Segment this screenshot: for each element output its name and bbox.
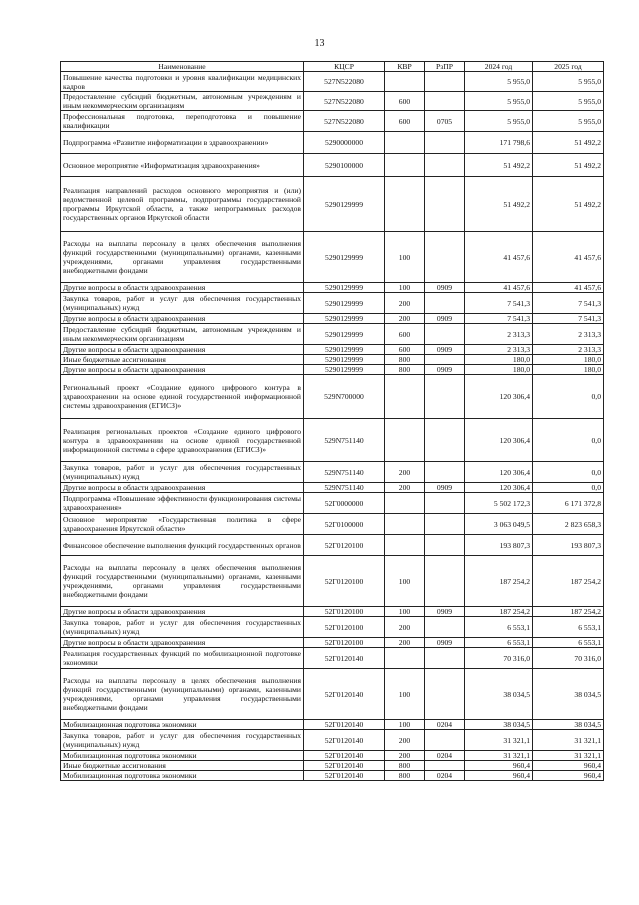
cell-name: Закупка товаров, работ и услуг для обеспечения государственных (муниципальных) нужд <box>61 293 304 314</box>
cell-name: Финансовое обеспечение выполнения функций государственных органов <box>61 535 304 556</box>
table-row <box>61 355 604 365</box>
cell-name: Повышение качества подготовки и уровня квалификации медицинских кадров <box>61 72 304 92</box>
cell-name: Другие вопросы в области здравоохранения <box>61 345 304 355</box>
cell-kvr <box>385 493 425 514</box>
cell-2025: 51 492,2 <box>533 132 604 154</box>
table-row <box>61 462 604 483</box>
table-row <box>61 232 604 283</box>
cell-kvr: 800 <box>385 771 425 781</box>
cell-kcsr: 5290129999 <box>304 293 385 314</box>
cell-2024: 6 553,1 <box>465 638 533 648</box>
cell-name: Другие вопросы в области здравоохранения <box>61 483 304 493</box>
cell-kcsr: 52Г0000000 <box>304 493 385 514</box>
cell-kvr: 100 <box>385 283 425 293</box>
cell-rzpr: 0909 <box>425 483 465 493</box>
cell-kcsr: 5290129999 <box>304 365 385 375</box>
cell-name: Расходы на выплаты персоналу в целях обеспечения выполнения функций государственными (муниципальными) органами, казенными учреждениями, органами управления государственными внебюджетными фондами <box>61 232 304 283</box>
cell-2024: 180,0 <box>465 365 533 375</box>
cell-kvr: 200 <box>385 314 425 324</box>
cell-2025: 70 316,0 <box>533 648 604 669</box>
table-row <box>61 177 604 232</box>
cell-rzpr: 0705 <box>425 111 465 132</box>
cell-rzpr: 0204 <box>425 751 465 761</box>
table-row <box>61 375 604 419</box>
cell-2025: 38 034,5 <box>533 720 604 730</box>
table-row <box>61 535 604 556</box>
cell-2024: 6 553,1 <box>465 617 533 638</box>
cell-kcsr: 5290129999 <box>304 177 385 232</box>
table-row <box>61 419 604 462</box>
table-body <box>61 72 604 781</box>
table-row <box>61 154 604 177</box>
cell-kcsr: 52Г0100000 <box>304 514 385 535</box>
table-row <box>61 751 604 761</box>
cell-kcsr: 527N522080 <box>304 92 385 111</box>
table-row <box>61 132 604 154</box>
cell-2024: 5 955,0 <box>465 92 533 111</box>
cell-kvr: 800 <box>385 355 425 365</box>
cell-2025: 6 553,1 <box>533 638 604 648</box>
cell-name: Другие вопросы в области здравоохранения <box>61 314 304 324</box>
cell-kvr: 100 <box>385 556 425 607</box>
cell-kvr: 600 <box>385 92 425 111</box>
cell-rzpr <box>425 556 465 607</box>
cell-kcsr: 52Г0120100 <box>304 617 385 638</box>
table-row <box>61 111 604 132</box>
cell-rzpr <box>425 514 465 535</box>
table-row <box>61 556 604 607</box>
cell-name: Основное мероприятие «Информатизация здравоохранения» <box>61 154 304 177</box>
table-row <box>61 293 604 314</box>
cell-kvr <box>385 132 425 154</box>
cell-kcsr: 52Г0120100 <box>304 607 385 617</box>
cell-name: Иные бюджетные ассигнования <box>61 355 304 365</box>
cell-name: Подпрограмма «Повышение эффективности функционирования системы здравоохранения» <box>61 493 304 514</box>
cell-2024: 41 457,6 <box>465 283 533 293</box>
cell-2025: 41 457,6 <box>533 232 604 283</box>
cell-kvr <box>385 419 425 462</box>
table-row <box>61 761 604 771</box>
cell-rzpr <box>425 535 465 556</box>
cell-2025: 2 823 658,3 <box>533 514 604 535</box>
table-row <box>61 283 604 293</box>
cell-kvr <box>385 177 425 232</box>
cell-2024: 3 063 049,5 <box>465 514 533 535</box>
cell-2024: 41 457,6 <box>465 232 533 283</box>
cell-2025: 6 171 372,8 <box>533 493 604 514</box>
cell-2024: 120 306,4 <box>465 483 533 493</box>
cell-rzpr <box>425 730 465 751</box>
cell-2024: 51 492,2 <box>465 177 533 232</box>
table-row <box>61 365 604 375</box>
table-row <box>61 92 604 111</box>
cell-rzpr: 0909 <box>425 283 465 293</box>
table-row <box>61 617 604 638</box>
cell-name: Мобилизационная подготовка экономики <box>61 771 304 781</box>
table-row <box>61 483 604 493</box>
table-row <box>61 493 604 514</box>
cell-2025: 5 955,0 <box>533 92 604 111</box>
cell-2025: 31 321,1 <box>533 730 604 751</box>
cell-kcsr: 527N522080 <box>304 111 385 132</box>
cell-kvr: 200 <box>385 293 425 314</box>
table-row <box>61 324 604 345</box>
cell-rzpr: 0909 <box>425 607 465 617</box>
cell-name: Реализация государственных функций по мобилизационной подготовке экономики <box>61 648 304 669</box>
cell-2025: 31 321,1 <box>533 751 604 761</box>
cell-2024: 120 306,4 <box>465 462 533 483</box>
cell-name: Реализация региональных проектов «Создание единого цифрового контура в здравоохранении на основе единой государственной информационной системы в сфере здравоохранения (ЕГИСЗ)» <box>61 419 304 462</box>
cell-rzpr <box>425 493 465 514</box>
cell-kvr: 200 <box>385 462 425 483</box>
cell-2024: 5 955,0 <box>465 72 533 92</box>
cell-kcsr: 52Г0120100 <box>304 535 385 556</box>
cell-kcsr: 52Г0120140 <box>304 730 385 751</box>
cell-name: Закупка товаров, работ и услуг для обеспечения государственных (муниципальных) нужд <box>61 730 304 751</box>
cell-2024: 5 502 172,3 <box>465 493 533 514</box>
cell-kcsr: 52Г0120100 <box>304 556 385 607</box>
cell-2025: 41 457,6 <box>533 283 604 293</box>
cell-rzpr <box>425 375 465 419</box>
cell-rzpr: 0204 <box>425 771 465 781</box>
cell-kcsr: 52Г0120140 <box>304 771 385 781</box>
cell-kcsr: 529N751140 <box>304 419 385 462</box>
cell-kvr <box>385 648 425 669</box>
cell-kcsr: 529N700000 <box>304 375 385 419</box>
cell-2024: 2 313,3 <box>465 345 533 355</box>
cell-2024: 5 955,0 <box>465 111 533 132</box>
cell-kcsr: 527N522080 <box>304 72 385 92</box>
cell-rzpr <box>425 92 465 111</box>
cell-rzpr: 0909 <box>425 314 465 324</box>
cell-kcsr: 52Г0120140 <box>304 669 385 720</box>
cell-name: Расходы на выплаты персоналу в целях обеспечения выполнения функций государственными (муниципальными) органами, казенными учреждениями, органами управления государственными внебюджетными фондами <box>61 669 304 720</box>
cell-rzpr <box>425 617 465 638</box>
cell-kcsr: 5290129999 <box>304 314 385 324</box>
column-header-kvr: КВР <box>385 62 425 72</box>
cell-2024: 51 492,2 <box>465 154 533 177</box>
cell-2024: 38 034,5 <box>465 669 533 720</box>
cell-kvr: 100 <box>385 607 425 617</box>
cell-kcsr: 5290129999 <box>304 355 385 365</box>
table-row <box>61 345 604 355</box>
cell-kvr: 800 <box>385 761 425 771</box>
table-row <box>61 607 604 617</box>
cell-name: Закупка товаров, работ и услуг для обеспечения государственных (муниципальных) нужд <box>61 462 304 483</box>
cell-2025: 0,0 <box>533 483 604 493</box>
cell-rzpr <box>425 293 465 314</box>
column-header-kcsr: КЦСР <box>304 62 385 72</box>
cell-2024: 187 254,2 <box>465 556 533 607</box>
cell-kvr: 600 <box>385 345 425 355</box>
cell-kvr: 200 <box>385 483 425 493</box>
cell-2024: 960,4 <box>465 771 533 781</box>
cell-rzpr <box>425 72 465 92</box>
cell-2025: 0,0 <box>533 462 604 483</box>
cell-name: Расходы на выплаты персоналу в целях обеспечения выполнения функций государственными (муниципальными) органами, казенными учреждениями, органами управления государственными внебюджетными фондами <box>61 556 304 607</box>
cell-2025: 7 541,3 <box>533 293 604 314</box>
cell-kvr <box>385 375 425 419</box>
page-number: 13 <box>314 38 325 49</box>
cell-kvr: 200 <box>385 617 425 638</box>
cell-name: Предоставление субсидий бюджетным, автономным учреждениям и иным некоммерческим организациям <box>61 92 304 111</box>
cell-2025: 960,4 <box>533 771 604 781</box>
table-row <box>61 514 604 535</box>
column-header-2025: 2025 год <box>533 62 604 72</box>
cell-2025: 5 955,0 <box>533 111 604 132</box>
cell-kcsr: 529N751140 <box>304 462 385 483</box>
cell-name: Основное мероприятие «Государственная политика в сфере здравоохранения Иркутской области» <box>61 514 304 535</box>
cell-2024: 70 316,0 <box>465 648 533 669</box>
cell-rzpr: 0909 <box>425 638 465 648</box>
cell-kvr: 100 <box>385 669 425 720</box>
cell-name: Предоставление субсидий бюджетным, автономным учреждениям и иным некоммерческим организациям <box>61 324 304 345</box>
column-header-name: Наименование <box>61 62 304 72</box>
cell-2025: 0,0 <box>533 419 604 462</box>
cell-kcsr: 52Г0120140 <box>304 761 385 771</box>
cell-rzpr: 0909 <box>425 345 465 355</box>
cell-2024: 960,4 <box>465 761 533 771</box>
table-row <box>61 638 604 648</box>
cell-rzpr <box>425 324 465 345</box>
cell-2025: 0,0 <box>533 375 604 419</box>
cell-kvr: 200 <box>385 730 425 751</box>
cell-2024: 38 034,5 <box>465 720 533 730</box>
cell-2025: 2 313,3 <box>533 345 604 355</box>
cell-name: Мобилизационная подготовка экономики <box>61 720 304 730</box>
cell-2024: 7 541,3 <box>465 293 533 314</box>
table-row <box>61 669 604 720</box>
cell-name: Региональный проект «Создание единого цифрового контура в здравоохранении на основе единой государственной информационной системы здравоохранения (ЕГИСЗ)» <box>61 375 304 419</box>
column-header-2024: 2024 год <box>465 62 533 72</box>
cell-rzpr: 0204 <box>425 720 465 730</box>
cell-kcsr: 529N751140 <box>304 483 385 493</box>
cell-rzpr <box>425 761 465 771</box>
cell-2025: 187 254,2 <box>533 556 604 607</box>
cell-2025: 6 553,1 <box>533 617 604 638</box>
cell-name: Мобилизационная подготовка экономики <box>61 751 304 761</box>
cell-2025: 180,0 <box>533 355 604 365</box>
cell-kcsr: 5290129999 <box>304 283 385 293</box>
cell-rzpr <box>425 132 465 154</box>
cell-kcsr: 52Г0120100 <box>304 638 385 648</box>
cell-kvr <box>385 72 425 92</box>
cell-2024: 171 798,6 <box>465 132 533 154</box>
cell-kvr <box>385 154 425 177</box>
cell-kcsr: 52Г0120140 <box>304 751 385 761</box>
cell-kvr <box>385 535 425 556</box>
cell-2025: 187 254,2 <box>533 607 604 617</box>
cell-2025: 38 034,5 <box>533 669 604 720</box>
cell-kcsr: 52Г0120140 <box>304 648 385 669</box>
table-row <box>61 314 604 324</box>
cell-kvr: 600 <box>385 111 425 132</box>
cell-2025: 960,4 <box>533 761 604 771</box>
cell-rzpr <box>425 177 465 232</box>
table-row <box>61 72 604 92</box>
cell-kvr: 100 <box>385 720 425 730</box>
column-header-rzpr: РзПР <box>425 62 465 72</box>
cell-kcsr: 52Г0120140 <box>304 720 385 730</box>
cell-kvr: 200 <box>385 751 425 761</box>
cell-2024: 31 321,1 <box>465 751 533 761</box>
cell-2025: 5 955,0 <box>533 72 604 92</box>
cell-name: Другие вопросы в области здравоохранения <box>61 365 304 375</box>
cell-rzpr <box>425 669 465 720</box>
cell-name: Иные бюджетные ассигнования <box>61 761 304 771</box>
cell-2025: 2 313,3 <box>533 324 604 345</box>
cell-2025: 180,0 <box>533 365 604 375</box>
cell-2024: 187 254,2 <box>465 607 533 617</box>
cell-name: Закупка товаров, работ и услуг для обеспечения государственных (муниципальных) нужд <box>61 617 304 638</box>
cell-kcsr: 5290129999 <box>304 345 385 355</box>
cell-rzpr: 0909 <box>425 365 465 375</box>
cell-2025: 7 541,3 <box>533 314 604 324</box>
cell-rzpr <box>425 462 465 483</box>
cell-2024: 2 313,3 <box>465 324 533 345</box>
table-row <box>61 771 604 781</box>
cell-name: Реализация направлений расходов основного мероприятия и (или) ведомственной целевой программы, подпрограммы государственной программы Иркутской области, а также непрограммных расходов государственных органов Иркутской области <box>61 177 304 232</box>
cell-2024: 180,0 <box>465 355 533 365</box>
cell-kvr <box>385 514 425 535</box>
cell-name: Профессиональная подготовка, переподготовка и повышение квалификации <box>61 111 304 132</box>
cell-kcsr: 5290000000 <box>304 132 385 154</box>
table-header-row <box>61 62 604 72</box>
cell-kvr: 100 <box>385 232 425 283</box>
budget-table <box>60 61 604 781</box>
cell-name: Другие вопросы в области здравоохранения <box>61 638 304 648</box>
cell-2024: 120 306,4 <box>465 419 533 462</box>
cell-name: Другие вопросы в области здравоохранения <box>61 607 304 617</box>
cell-kcsr: 5290129999 <box>304 324 385 345</box>
cell-kcsr: 5290129999 <box>304 232 385 283</box>
table-row <box>61 730 604 751</box>
cell-2025: 51 492,2 <box>533 177 604 232</box>
cell-kvr: 600 <box>385 324 425 345</box>
cell-2024: 31 321,1 <box>465 730 533 751</box>
cell-rzpr <box>425 154 465 177</box>
cell-name: Другие вопросы в области здравоохранения <box>61 283 304 293</box>
table-row <box>61 648 604 669</box>
cell-rzpr <box>425 648 465 669</box>
cell-kcsr: 5290100000 <box>304 154 385 177</box>
cell-2024: 193 807,3 <box>465 535 533 556</box>
cell-rzpr <box>425 419 465 462</box>
cell-rzpr <box>425 355 465 365</box>
cell-2024: 7 541,3 <box>465 314 533 324</box>
cell-2025: 51 492,2 <box>533 154 604 177</box>
cell-rzpr <box>425 232 465 283</box>
cell-kvr: 800 <box>385 365 425 375</box>
cell-2025: 193 807,3 <box>533 535 604 556</box>
cell-name: Подпрограмма «Развитие информатизации в здравоохранении» <box>61 132 304 154</box>
cell-2024: 120 306,4 <box>465 375 533 419</box>
table-row <box>61 720 604 730</box>
cell-kvr: 200 <box>385 638 425 648</box>
